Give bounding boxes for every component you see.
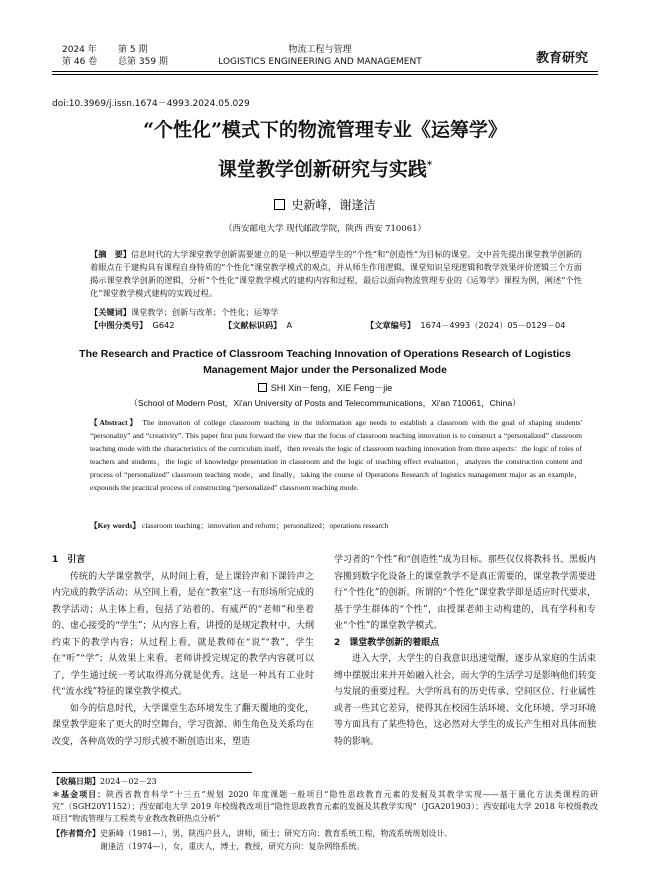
article-no-label: 【文章编号】 — [366, 320, 416, 330]
keywords-cn-text: 课堂教学；创新与改革；个性化；运筹学 — [130, 307, 279, 317]
english-authors — [0, 381, 650, 394]
footnote-rule — [52, 772, 252, 773]
english-keywords-label: 【Key words】 — [90, 521, 140, 530]
body-column-left — [52, 552, 314, 750]
author-bio-2: 谢逢洁（1974—），女，重庆人，博士，教授，研究方向：复杂网络系统。 — [100, 842, 365, 851]
authors — [0, 196, 650, 213]
title-line-1: “个性化”模式下的物流管理专业《运筹学》 — [143, 119, 507, 141]
paragraph: 进入大学，大学生的自我意识迅速觉醒，逐步从家庭的生活束缚中摆脱出来并开始融入社会，而大学的生活学习是影响他们转变与发展的重要过程。大学所具有的历史传承、空间区位、行业属性或者一些其它差异，使得其在校园生活环境、文化环境、学习环境等方面具有了某些特色，这必然对大学生的成长产生相对具体而独特的影响。 — [334, 654, 596, 747]
total-issue: 总第 359 期 — [118, 57, 168, 67]
footnote-author — [52, 828, 598, 840]
footnote-fund — [52, 789, 598, 825]
doc-code-label: 【文献标识码】 — [224, 320, 282, 330]
abstract-cn — [90, 248, 582, 300]
section-2-heading: 2 课堂教学创新的着眼点 — [334, 637, 440, 648]
issue: 第 5 期 — [118, 45, 148, 55]
volume: 第 46 卷 — [62, 57, 98, 67]
doc-code-value: A — [286, 320, 293, 330]
doi: doi:10.3969/j.issn.1674－4993.2024.05.029 — [52, 99, 250, 109]
fund-text: 陕西省教育科学“十三五”规划 2020 年度课题一般项目“隐性思政教育元素的发掘及其教学实现——基于量化方法类课程的研究”（SGH20Y1152）；西安邮电大学 2019 年校级教改项目“隐性思政教育元素的发掘及其教学实现”（JGA201903）；西安邮电大学 2018 年校级教改项目“物流管理与工程类专业教改教研热点分析” — [52, 790, 599, 823]
section-label: 教育研究 — [535, 51, 588, 66]
header-rule — [52, 71, 598, 72]
author-square-icon — [274, 199, 285, 210]
author-bio-1: 史新峰（1981—），男，陕西户县人，讲师，硕士；研究方向：教育系统工程，物流系统规划设计。 — [100, 829, 453, 838]
paragraph: 学习者的“个性”和“创造性”成为目标。那些仅仅将教科书、黑板内容搬到数字化设备上的课堂教学不是真正需要的，课堂教学需要进行“个性化”的创新。所谓的“个性化”课堂教学即是适应时代要求，基于学生群体的“个性”，由授课老师主动构建的，具有学科和专业“个性”的课堂教学模式。 — [334, 555, 596, 631]
footnote-received — [52, 776, 598, 788]
author-bio-label: 【作者简介】 — [52, 829, 100, 838]
english-keywords-text: classroom teaching；innovation and reform；personalized；operations research — [141, 521, 389, 530]
journal-name-cn: 物流工程与管理 — [288, 45, 352, 55]
title-footnote-mark: * — [426, 160, 433, 171]
english-keywords — [90, 520, 582, 531]
header-rule-thin — [52, 74, 598, 75]
title-line-2: 课堂教学创新研究与实践 — [217, 158, 427, 181]
english-author-names: SHI Xin－feng，XIE Feng－jie — [270, 383, 393, 393]
author-names: 史新峰，谢逢洁 — [291, 198, 376, 212]
journal-name — [200, 44, 440, 68]
section-1-heading: 1 引言 — [52, 555, 86, 565]
year: 2024 年 — [62, 45, 97, 55]
abstract-cn-label: 【摘 要】 — [90, 249, 131, 259]
clc-label: 【中图分类号】 — [90, 320, 148, 330]
article-no-value: 1674－4993（2024）05－0129－04 — [420, 320, 566, 330]
fund-label: ＊基金项目： — [52, 790, 107, 799]
journal-name-en: LOGISTICS ENGINEERING AND MANAGEMENT — [218, 57, 422, 67]
affiliation: （西安邮电大学 现代邮政学院，陕西 西安 710061） — [223, 224, 427, 234]
received-label: 【收稿日期】 — [52, 777, 100, 786]
english-author-square-icon — [258, 383, 267, 392]
english-abstract-text: The innovation of college classroom teaching in the information age needs to establish a classroom with the goal of shaping students' “personality” and “creativity”. This paper first puts forward the view that the focus of classroom teaching innovation is to construct a “personalized” classroom teaching mode with the characteristics of the curriculum itself，then reveals the logic of classroom teaching innovation from three aspects：the logic of roles of teachers and students，the logic of knowledge presentation in classroom and the logic of teaching effect evaluation，analyzes the construction content and process of “personalized” classroom teaching mode，and finally，taking the course of Operations Research of logistics management major as an example，expounds the practical process of constructing “personalized” classroom teaching mode. — [90, 418, 582, 492]
english-affiliation: （School of Modern Post，Xi'an University of Posts and Telecommunications，Xi'an 710061，China） — [129, 398, 521, 408]
clc-value: G642 — [152, 320, 175, 330]
received-date: 2024－02－23 — [100, 777, 157, 786]
keywords-cn-label: 【关键词】 — [90, 307, 131, 317]
running-header-left — [62, 44, 168, 68]
english-abstract — [90, 416, 582, 494]
abstract-cn-text: 信息时代的大学课堂教学创新需要建立的是一种以塑造学生的“个性”和“创造性”为目标的课堂。文中首先提出课堂教学创新的着眼点在于建构具有课程自身特质的“个性化”课堂教学模式的观点，并从师生作用逻辑、课堂知识呈现逻辑和教学效果评价逻辑三个方面揭示课堂教学创新的逻辑，分析“个性化”课堂教学模式的建构内容和过程，最后以面向物流管理专业的《运筹学》课程为例，阐述“个性化”课堂教学模式建构的实践过程。 — [90, 249, 582, 298]
paragraph: 如今的信息时代，大学课堂生态环境发生了翻天覆地的变化，课堂教学迎来了更大的时空舞台，学习资源、师生角色及关系均在改变，各种高效的学习形式被不断创造出来，塑造 — [52, 703, 314, 747]
keywords-cn — [90, 306, 582, 319]
body-column-right — [334, 552, 596, 750]
english-title: The Research and Practice of Classroom Teaching Innovation of Operations Research of Logistics Management Major under the Personalized Mode — [79, 348, 571, 376]
english-abstract-label: 【Abstract】 — [90, 418, 139, 427]
paragraph: 传统的大学课堂教学，从时间上看，是上课铃声和下课铃声之内完成的教学活动；从空间上看，是在“教室”这一有形场所完成的教学活动；从主体上看，包括了站着的、有威严的“老师”和坐着的、虚心接受的“学生”；从内容上看，讲授的是规定教材中、大纲约束下的教学内容；从过程上看，就是教师在“说”“教”，学生在“听”“学”；从效果上来看，老师讲授完规定的教学内容就可以了，学生通过统一考试取得高分就是优秀。这是一种具有工业时代“流水线”特征的课堂教学模式。 — [52, 571, 314, 697]
title-line-2-wrap — [40, 151, 610, 184]
